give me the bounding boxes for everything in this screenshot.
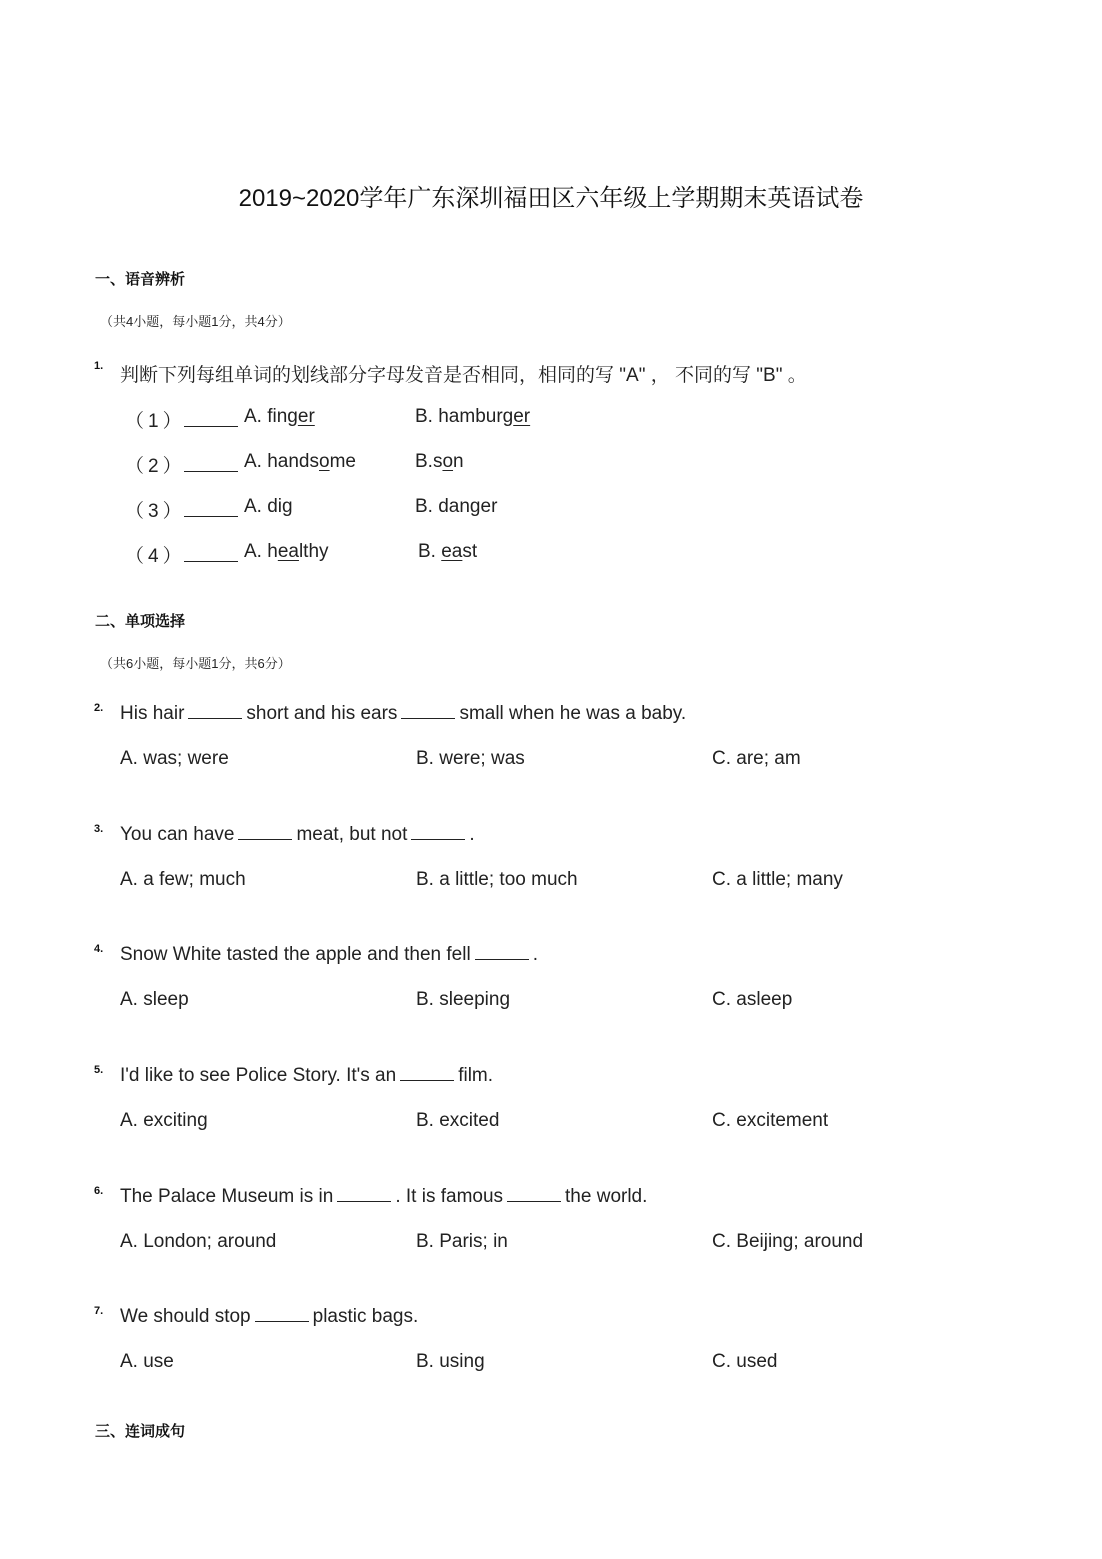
section-heading: 三、连词成句 [95, 1423, 186, 1440]
section-heading: 一、语音辨析 [95, 271, 186, 288]
answer-blank[interactable] [188, 704, 242, 719]
option-a: A. healthy [244, 541, 329, 562]
option-b: B. were; was [416, 748, 525, 769]
option-a: A. finger [244, 406, 315, 427]
question-number: 7. [94, 1305, 104, 1317]
answer-blank[interactable] [400, 1066, 454, 1081]
pair-label: （2） [125, 456, 186, 477]
answer-blank[interactable] [184, 560, 238, 562]
option-b: B. hamburger [415, 406, 531, 427]
option-c: C. used [712, 1351, 778, 1372]
answer-blank[interactable] [255, 1307, 309, 1322]
section-heading: 二、单项选择 [95, 613, 186, 630]
question-number: 4. [94, 943, 104, 955]
answer-blank[interactable] [475, 945, 529, 960]
option-a: A. London; around [120, 1231, 277, 1252]
option-a: A. was; were [120, 748, 229, 769]
option-c: C. are; am [712, 748, 801, 769]
option-a: A. use [120, 1351, 174, 1372]
question-number: 3. [94, 823, 104, 835]
question-number: 1. [94, 360, 104, 372]
pair-label: （4） [125, 546, 186, 567]
pair-label: （3） [125, 501, 186, 522]
option-a: A. handsome [244, 451, 356, 472]
option-b: B. excited [416, 1110, 500, 1131]
answer-blank[interactable] [238, 825, 292, 840]
question-text: I'd like to see Police Story. It's an film. [120, 1065, 494, 1086]
option-c: C. a little; many [712, 869, 843, 890]
answer-blank[interactable] [184, 515, 238, 517]
option-c: C. asleep [712, 989, 793, 1010]
option-b: B. Paris; in [416, 1231, 508, 1252]
question-number: 5. [94, 1064, 104, 1076]
question-text: His hair short and his ears small when he was a baby. [120, 703, 687, 724]
option-c: C. Beijing; around [712, 1231, 864, 1252]
answer-blank[interactable] [411, 825, 465, 840]
page-title: 2019~2020学年广东深圳福田区六年级上学期期末英语试卷 [238, 185, 864, 212]
option-a: A. exciting [120, 1110, 208, 1131]
question-text: Snow White tasted the apple and then fell . [120, 944, 538, 965]
question-instruction: 判断下列每组单词的划线部分字母发音是否相同，相同的写 "A" ， 不同的写 "B" 。 [120, 365, 807, 386]
answer-blank[interactable] [401, 704, 455, 719]
section-note: （共4小题，每小题1分，共4分） [100, 314, 291, 329]
option-a: A. dig [244, 496, 293, 517]
question-text: The Palace Museum is in . It is famous the world. [120, 1186, 648, 1207]
pair-label: （1） [125, 411, 186, 432]
answer-blank[interactable] [337, 1187, 391, 1202]
option-a: A. sleep [120, 989, 189, 1010]
question-text: We should stop plastic bags. [120, 1306, 419, 1327]
section-note: （共6小题，每小题1分，共6分） [100, 656, 291, 671]
question-text: You can have meat, but not . [120, 824, 475, 845]
question-number: 2. [94, 702, 104, 714]
question-number: 6. [94, 1185, 104, 1197]
option-b: B. east [418, 541, 478, 562]
option-b: B. sleeping [416, 989, 511, 1010]
option-b: B. a little; too much [416, 869, 578, 890]
option-b: B. danger [415, 496, 498, 517]
option-c: C. excitement [712, 1110, 829, 1131]
answer-blank[interactable] [184, 425, 238, 427]
option-a: A. a few; much [120, 869, 246, 890]
option-b: B. using [416, 1351, 485, 1372]
option-b: B.son [415, 451, 464, 472]
answer-blank[interactable] [507, 1187, 561, 1202]
answer-blank[interactable] [184, 470, 238, 472]
